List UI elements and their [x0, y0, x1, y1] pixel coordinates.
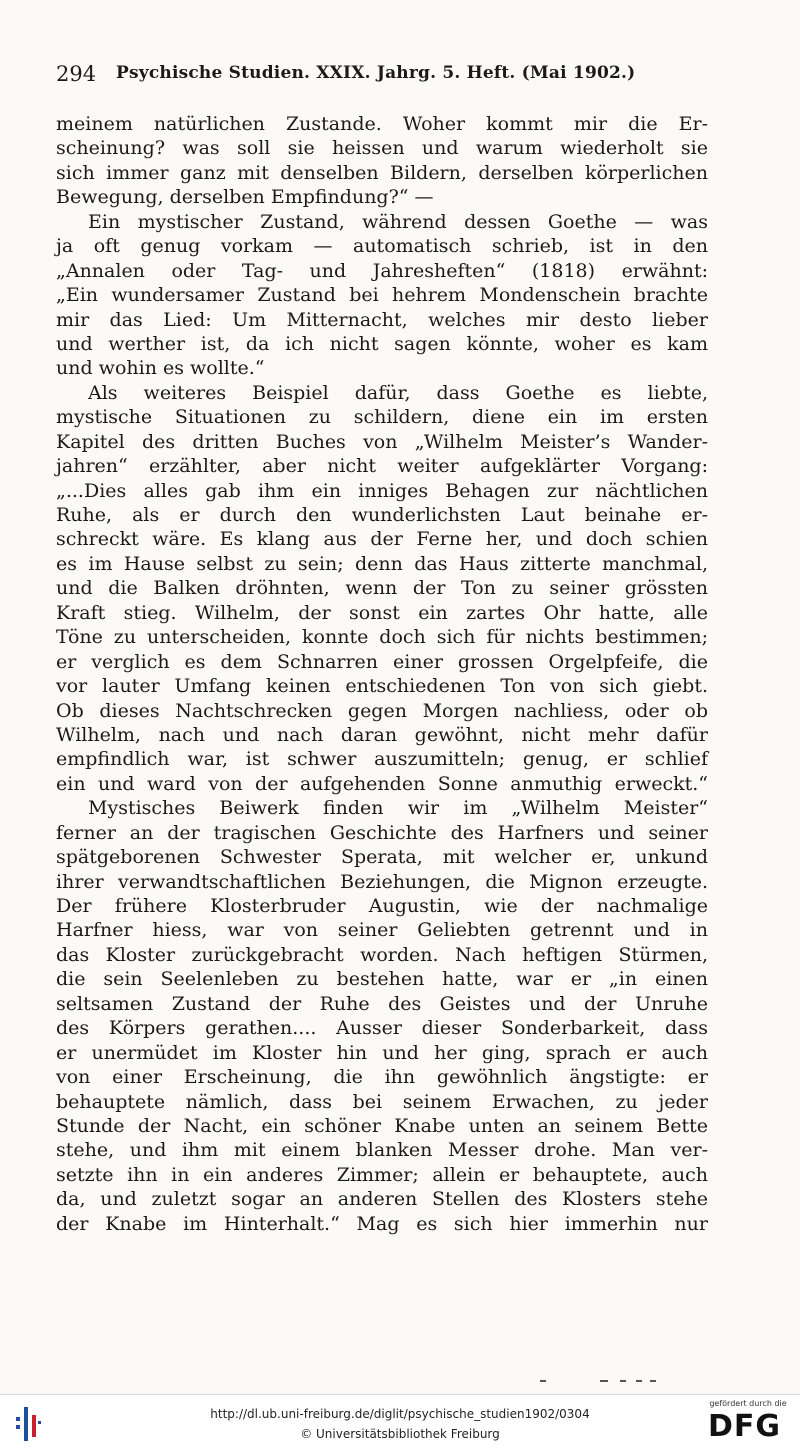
text-line: meinem natürlichen Zustande. Woher kommt mir die Er-: [56, 113, 708, 135]
text-line: Bewegung, derselben Empfindung?“ —: [56, 186, 434, 209]
text-line: der Knabe im Hinterhalt.“ Mag es sich hier immerhin nur: [56, 1212, 708, 1235]
text-line: Ein mystischer Zustand, während dessen Goethe — was: [88, 210, 708, 233]
running-title: Psychische Studien. XXIX. Jahrg. 5. Heft. (Mai 1902.): [116, 63, 636, 83]
viewer-footer: [0, 1394, 800, 1451]
text-line: Harfner hiess, war von seiner Geliebten getrennt und in: [56, 919, 708, 942]
dfg-logo: [702, 1399, 794, 1447]
text-line: setzte ihn in ein anderes Zimmer; allein er behauptete, auch: [56, 1163, 708, 1186]
text-line: „Annalen oder Tag- und Jahresheften“ (1818) erwähnt:: [56, 259, 708, 282]
page-number: 294: [56, 62, 97, 86]
text-line: seltsamen Zustand der Ruhe des Geistes und der Unruhe: [56, 992, 708, 1015]
text-line: und werther ist, da ich nicht sagen könnte, woher es kam: [56, 332, 708, 355]
text-line: ja oft genug vorkam — automatisch schrieb, ist in den: [56, 235, 708, 258]
text-line: Kraft stieg. Wilhelm, der sonst ein zartes Ohr hatte, alle: [56, 601, 708, 624]
text-line: sich immer ganz mit denselben Bildern, derselben körperlichen: [56, 161, 708, 184]
text-line: „...Dies alles gab ihm ein inniges Behagen zur nächtlichen: [56, 479, 708, 502]
text-line: von einer Erscheinung, die ihn gewöhnlich ängstigte: er: [56, 1066, 708, 1089]
text-line: er verglich es dem Schnarren einer grossen Orgelpfeife, die: [56, 650, 708, 673]
copyright-notice: © Universitätsbibliothek Freiburg: [300, 1427, 500, 1441]
text-line: das Kloster zurückgebracht worden. Nach heftigen Stürmen,: [56, 943, 708, 966]
text-line: er unermüdet im Kloster hin und her ging, sprach er auch: [56, 1041, 708, 1064]
text-line: Kapitel des dritten Buches von „Wilhelm Meister’s Wander-: [56, 430, 708, 453]
text-line: schreckt wäre. Es klang aus der Ferne her, und doch schien: [56, 528, 708, 551]
text-line: Als weiteres Beispiel dafür, dass Goethe es liebte,: [88, 381, 708, 404]
text-line: ferner an der tragischen Geschichte des Harfners und seiner: [56, 821, 708, 844]
text-line: behauptete nämlich, dass bei seinem Erwachen, zu jeder: [56, 1090, 708, 1113]
body-text: [56, 112, 708, 1236]
text-line: Wilhelm, nach und nach daran gewöhnt, nicht mehr dafür: [56, 723, 708, 746]
text-line: es im Hause selbst zu sein; denn das Haus zitterte manchmal,: [56, 552, 708, 575]
text-line: Ruhe, als er durch den wunderlichsten Laut beinahe er-: [56, 504, 708, 526]
text-line: Stunde der Nacht, ein schöner Knabe unten an seinem Bette: [56, 1114, 708, 1137]
text-line: empfindlich war, ist schwer auszumitteln; genug, er schlief: [56, 748, 708, 771]
text-line: „Ein wundersamer Zustand bei hehrem Mondenschein brachte: [56, 284, 708, 307]
text-line: des Körpers gerathen.... Ausser dieser Sonderbarkeit, dass: [56, 1017, 708, 1040]
text-line: Mystisches Beiwerk finden wir im „Wilhelm Meister“: [88, 797, 708, 820]
dfg-wordmark: DFG: [708, 1409, 782, 1444]
print-smudge: [540, 1378, 660, 1384]
text-line: Ob dieses Nachtschrecken gegen Morgen nachliess, oder ob: [56, 699, 708, 722]
text-line: da, und zuletzt sogar an anderen Stellen des Klosters stehe: [56, 1188, 708, 1211]
text-line: Der frühere Klosterbruder Augustin, wie der nachmalige: [56, 895, 708, 917]
text-line: vor lauter Umfang keinen entschiedenen Ton von sich giebt.: [56, 675, 708, 698]
text-line: scheinung? was soll sie heissen und warum wiederholt sie: [56, 137, 708, 160]
running-header: [56, 60, 708, 90]
text-line: ein und ward von der aufgehenden Sonne anmuthig erweckt.“: [56, 772, 708, 795]
text-line: spätgeborenen Schwester Sperata, mit welcher er, unkund: [56, 846, 708, 869]
dfg-tagline: gefördert durch die: [709, 1399, 787, 1408]
text-line: ihrer verwandtschaftlichen Beziehungen, die Mignon erzeugte.: [56, 870, 708, 893]
text-line: und wohin es wollte.“: [56, 357, 265, 380]
text-line: und die Balken dröhnten, wenn der Ton zu seiner grössten: [56, 577, 708, 600]
text-line: mir das Lied: Um Mitternacht, welches mir desto lieber: [56, 308, 708, 331]
text-line: Töne zu unterscheiden, konnte doch sich für nichts bestimmen;: [56, 626, 708, 649]
text-line: stehe, und ihm mit einem blanken Messer drohe. Man ver-: [56, 1139, 708, 1162]
text-line: die sein Seelenleben zu bestehen hatte, war er „in einen: [56, 968, 708, 991]
text-line: jahren“ erzählter, aber nicht weiter aufgeklärter Vorgang:: [56, 455, 708, 478]
text-line: mystische Situationen zu schildern, diene ein im ersten: [56, 406, 708, 429]
document-url-link[interactable]: http://dl.ub.uni-freiburg.de/diglit/psychische_studien1902/0304: [210, 1407, 590, 1421]
